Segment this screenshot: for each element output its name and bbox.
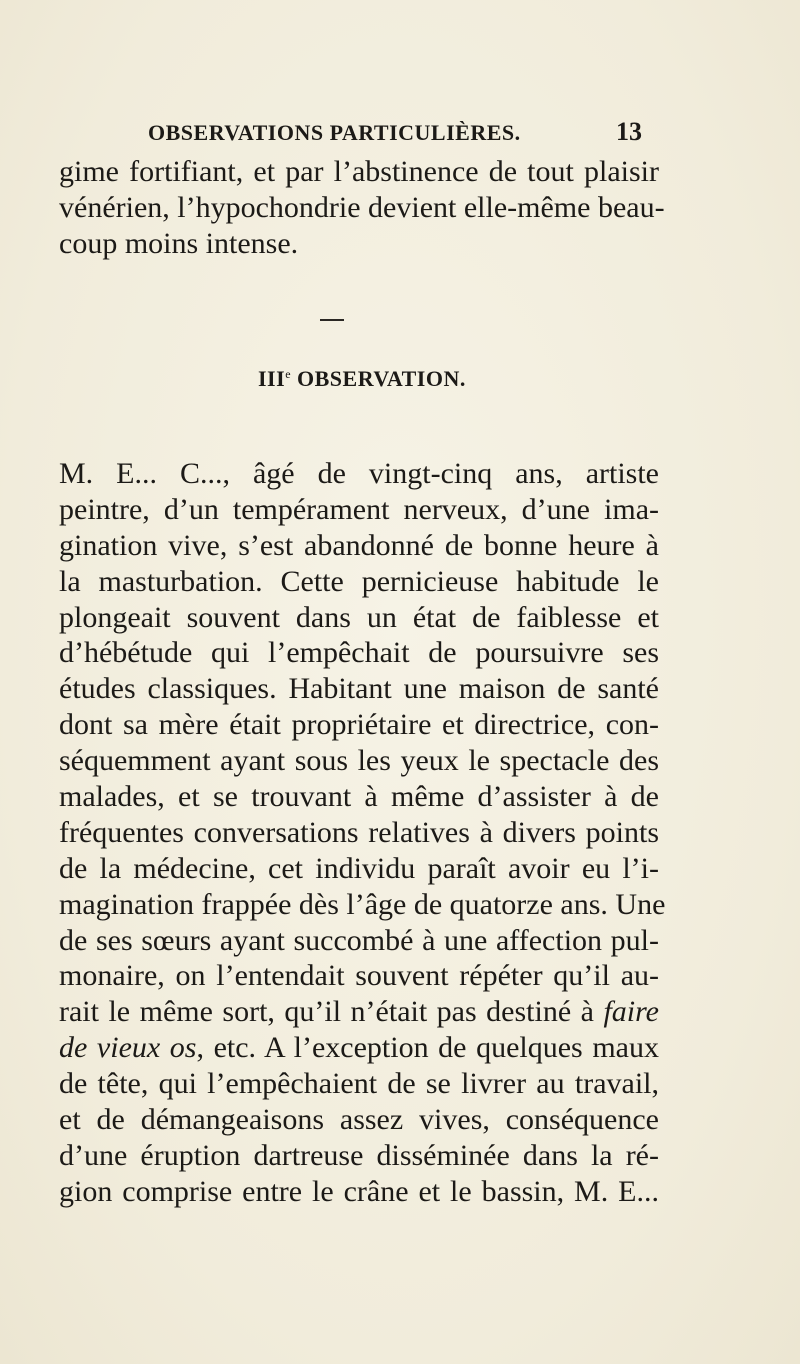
text-line: de ses sœurs ayant succombé à une affection pul- <box>59 923 659 957</box>
text-line: magination frappée dès l’âge de quatorze ans. Une <box>59 887 666 921</box>
section-title: OBSERVATION. <box>297 366 466 391</box>
text-line: fréquentes conversations relatives à divers points <box>59 815 659 849</box>
section-numeral: III <box>258 366 286 391</box>
text-line: la masturbation. Cette pernicieuse habitude le <box>59 564 659 598</box>
text-line: peintre, d’un tempérament nerveux, d’une ima- <box>59 492 659 526</box>
roman-text: rait le même sort, qu’il n’était pas destiné à <box>59 995 594 1029</box>
text-line: études classiques. Habitant une maison de santé <box>59 672 659 706</box>
section-superscript: e <box>285 367 292 381</box>
text-line: coup moins intense. <box>59 226 299 260</box>
text-line: monaire, on l’entendait souvent répéter qu’il au- <box>59 959 659 993</box>
roman-text: , etc. A l’exception de quelques maux <box>196 1031 659 1065</box>
text-line: de la médecine, cet individu paraît avoir eu l’i- <box>59 851 659 885</box>
text-line-with-italic <box>59 1030 659 1066</box>
text-line: de tête, qui l’empêchaient de se livrer au travail, <box>59 1067 659 1101</box>
observation-paragraph <box>59 456 666 1210</box>
text-line: gime fortifiant, et par l’abstinence de tout plaisir <box>59 155 659 188</box>
text-line: gion comprise entre le crâne et le bassin, M. E... <box>59 1174 659 1208</box>
text-line: d’hébétude qui l’empêchait de poursuivre ses <box>59 636 659 670</box>
text-line: dont sa mère était propriétaire et directrice, con- <box>59 708 659 742</box>
text-line: vénérien, l’hypochondrie devient elle-même beau- <box>59 190 665 224</box>
section-divider <box>320 319 344 321</box>
running-title: OBSERVATIONS PARTICULIÈRES. <box>148 120 521 145</box>
text-line: d’une éruption dartreuse disséminée dans la ré- <box>59 1138 659 1172</box>
text-line: gination vive, s’est abandonné de bonne heure à <box>59 528 659 562</box>
section-heading <box>258 366 466 392</box>
italic-text: de vieux os <box>59 1031 197 1065</box>
text-line: plongeait souvent dans un état de faiblesse et <box>59 600 659 634</box>
text-line-with-italic <box>59 994 659 1030</box>
text-line: malades, et se trouvant à même d’assister à de <box>59 780 659 814</box>
text-line: et de démangeaisons assez vives, conséquence <box>59 1103 659 1137</box>
page-number: 13 <box>616 117 642 146</box>
italic-text: faire <box>603 995 659 1029</box>
opening-paragraph <box>59 154 665 262</box>
text-line: M. E... C..., âgé de vingt-cinq ans, artiste <box>59 457 659 490</box>
text-line: séquemment ayant sous les yeux le spectacle des <box>59 744 659 778</box>
